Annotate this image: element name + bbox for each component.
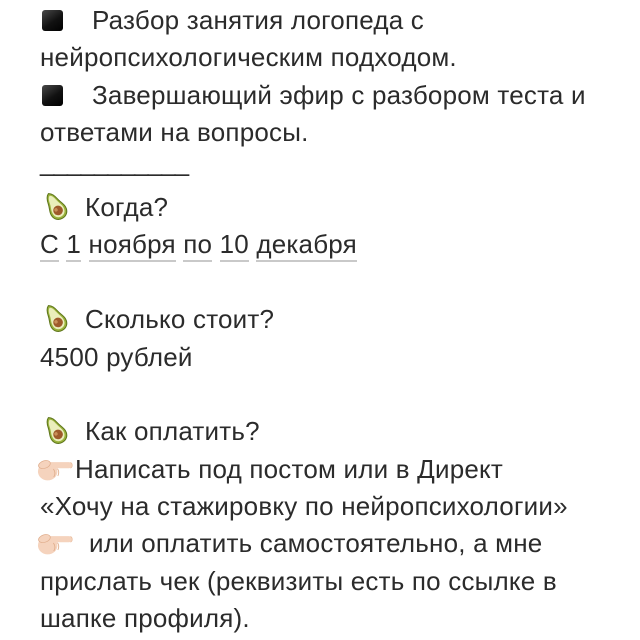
caption-heading	[40, 413, 616, 450]
avocado-icon	[42, 303, 69, 333]
avocado-icon	[42, 415, 69, 445]
black-square-bullet-icon	[42, 10, 63, 31]
caption-line	[40, 339, 616, 376]
heading-text: Когда?	[85, 191, 169, 222]
caption-line	[40, 39, 616, 76]
caption-line	[40, 488, 616, 525]
caption-text: Написать под постом или в Директ	[75, 453, 503, 484]
caption-text: Завершающий эфир с разбором теста и	[92, 79, 586, 110]
pointing-right-icon	[37, 456, 73, 482]
price-text: 4500 рублей	[40, 341, 193, 372]
caption-text: или оплатить самостоятельно, а мне	[89, 528, 543, 559]
caption-line	[40, 563, 616, 600]
caption-heading	[40, 189, 616, 226]
caption-text: прислать чек (реквизиты есть по ссылке в	[40, 565, 557, 596]
caption-text: нейропсихологическим подходом.	[40, 42, 457, 73]
divider-underscores: ___________	[40, 146, 189, 177]
pointing-right-icon	[37, 530, 73, 556]
date-range-text: С 1 ноября по 10 декабря	[40, 229, 357, 262]
black-square-bullet-icon	[42, 85, 63, 106]
caption-text: ответами на вопросы.	[40, 117, 309, 148]
divider-line	[40, 146, 616, 189]
caption-text: «Хочу на стажировку по нейропсихологии»	[40, 491, 568, 522]
caption-line	[40, 525, 616, 562]
caption-line	[40, 600, 616, 637]
caption-text: Разбор занятия логопеда с	[92, 5, 424, 35]
caption-line	[40, 451, 616, 488]
heading-text: Сколько стоит?	[85, 304, 275, 335]
caption-text: шапке профиля).	[40, 603, 250, 634]
heading-text: Как оплатить?	[85, 416, 260, 447]
blank-line	[40, 264, 616, 301]
caption-heading	[40, 301, 616, 338]
caption-line	[40, 2, 616, 39]
caption-line	[40, 77, 616, 114]
caption-line	[40, 226, 616, 263]
avocado-icon	[42, 191, 69, 221]
blank-line	[40, 376, 616, 413]
